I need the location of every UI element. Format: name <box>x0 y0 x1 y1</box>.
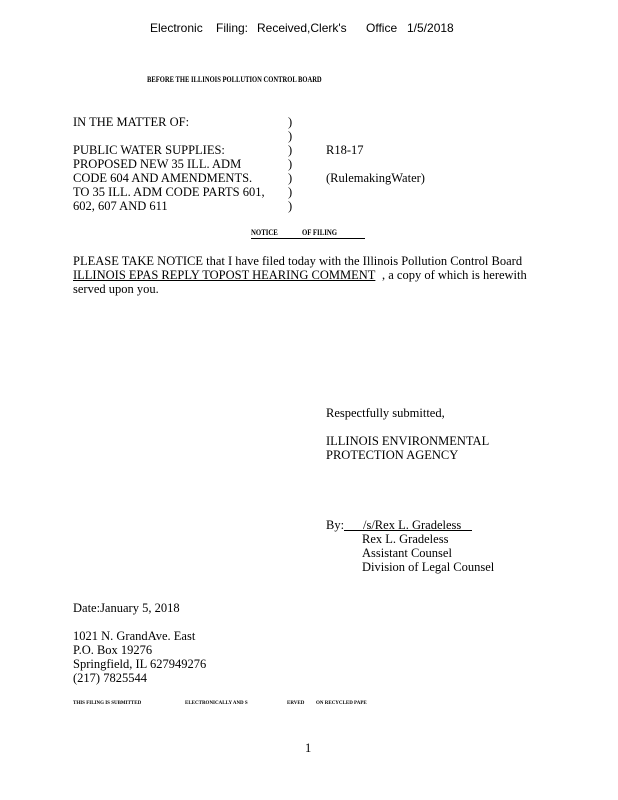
footer-word: ON RECYCLED PAPE <box>316 701 367 706</box>
signer-division: Division of Legal Counsel <box>362 560 495 574</box>
date-line: Date:January 5, 2018 <box>73 601 180 615</box>
caption-paren: ) <box>288 157 293 171</box>
caption-line: PUBLIC WATER SUPPLIES: <box>73 143 225 157</box>
agency-name: ILLINOIS ENVIRONMENTAL <box>326 434 490 448</box>
notice-line: served upon you. <box>73 282 159 296</box>
notice-title-word: OF FILING <box>302 228 338 237</box>
caption-paren: ) <box>288 199 293 213</box>
stamp-word-office: Office <box>366 21 398 35</box>
stamp-word-filing: Filing: <box>216 21 249 35</box>
notice-title-underline <box>251 238 365 239</box>
footer-word: ELECTRONICALLY AND S <box>185 701 248 706</box>
stamp-word-electronic: Electronic <box>150 21 203 35</box>
signer-name: Rex L. Gradeless <box>362 532 449 546</box>
document-title: ILLINOIS EPAS REPLY TOPOST HEARING COMMENT <box>73 268 376 282</box>
notice-title-word: NOTICE <box>251 228 278 237</box>
notice-line: PLEASE TAKE NOTICE that I have filed today with the Illinois Pollution Control Board <box>73 254 523 268</box>
stamp-word-received: Received,Clerk's <box>257 21 347 35</box>
stamp-date: 1/5/2018 <box>407 21 454 35</box>
docket-number: R18-17 <box>326 143 364 157</box>
caption-paren: ) <box>288 171 293 185</box>
caption-line: PROPOSED NEW 35 ILL. ADM <box>73 157 242 171</box>
board-heading: BEFORE THE ILLINOIS POLLUTION CONTROL BOARD <box>147 75 322 84</box>
by-label: By: <box>326 518 345 532</box>
page-number: 1 <box>305 741 312 755</box>
address-line: P.O. Box 19276 <box>73 643 153 657</box>
signer-title: Assistant Counsel <box>362 546 452 560</box>
address-line: 1021 N. GrandAve. East <box>73 629 196 643</box>
address-line: Springfield, IL 627949276 <box>73 657 207 671</box>
caption-line: 602, 607 AND 611 <box>73 199 168 213</box>
phone-number: (217) 7825544 <box>73 671 147 685</box>
agency-name: PROTECTION AGENCY <box>326 448 459 462</box>
caption-line: IN THE MATTER OF: <box>73 115 190 129</box>
caption-paren: ) <box>288 185 293 199</box>
caption-paren: ) <box>288 143 293 157</box>
caption-line: CODE 604 AND AMENDMENTS. <box>73 171 253 185</box>
caption-paren: ) <box>288 129 293 143</box>
closing: Respectfully submitted, <box>326 406 445 420</box>
caption-paren: ) <box>288 115 293 129</box>
electronic-signature: /s/Rex L. Gradeless <box>363 518 462 532</box>
footer-word: THIS FILING IS SUBMITTED <box>73 701 142 706</box>
docket-type: (RulemakingWater) <box>326 171 425 185</box>
footer-word: ERVED <box>287 701 305 706</box>
caption-line: TO 35 ILL. ADM CODE PARTS 601, <box>73 185 265 199</box>
notice-line: , a copy of which is herewith <box>382 268 527 282</box>
